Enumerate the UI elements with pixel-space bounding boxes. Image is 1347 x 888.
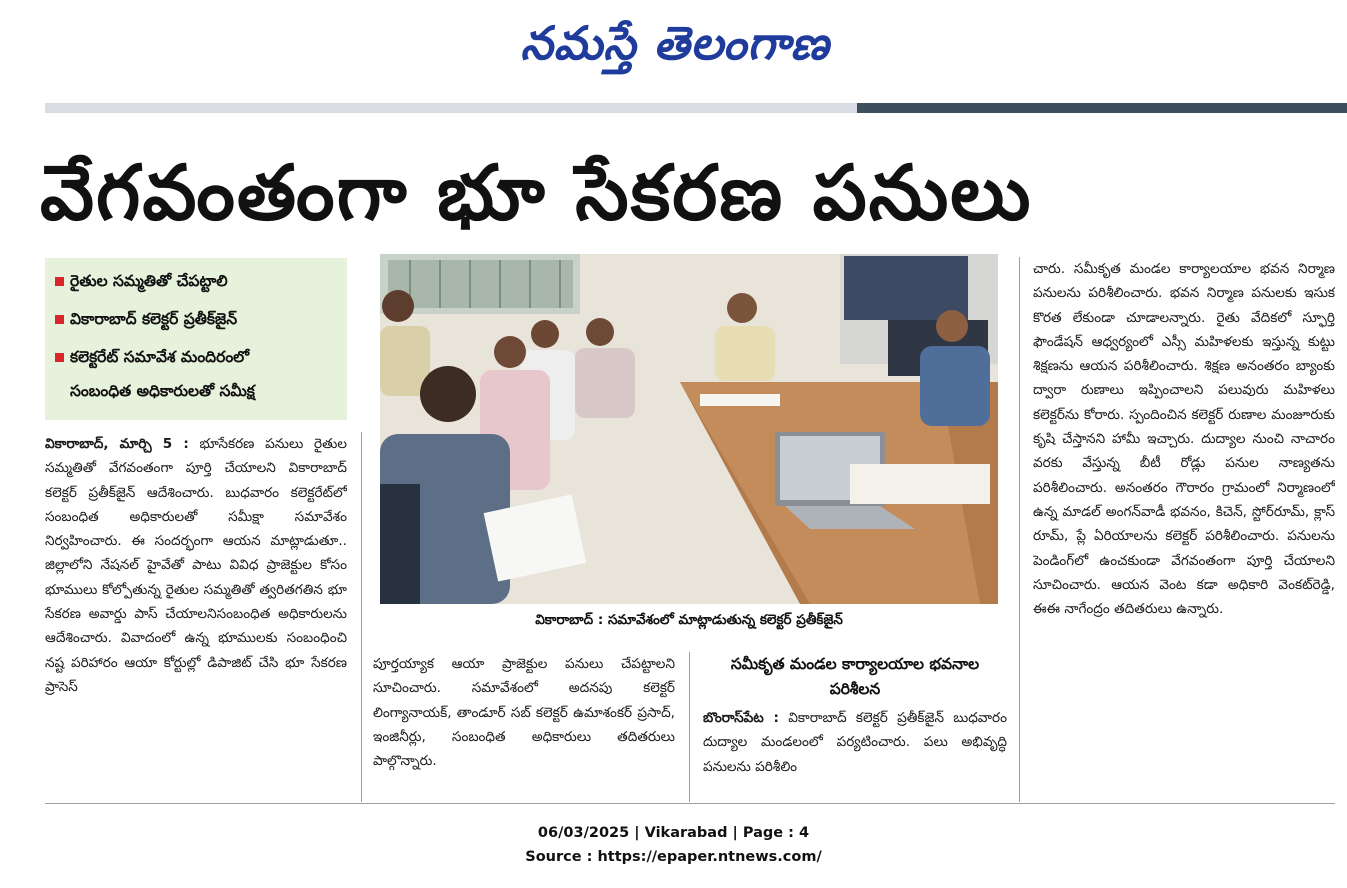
bullet-square-icon <box>55 315 64 324</box>
article-column-3 <box>703 706 1007 802</box>
meeting-photo-illustration <box>380 254 998 604</box>
headline: వేగవంతంగా భూ సేకరణ పనులు <box>40 148 1033 237</box>
masthead-logo: నమస్తే తెలంగాణ <box>520 16 830 70</box>
highlight-item: వికారాబాద్ కలెక్టర్ ప్రతీక్‌జైన్ <box>55 310 237 332</box>
column-divider <box>361 432 362 802</box>
article-column-1 <box>45 432 347 802</box>
masthead-rule-light <box>45 103 857 113</box>
highlight-item: రైతుల సమ్మతితో చేపట్టాలి <box>55 272 228 294</box>
article-column-2 <box>373 652 675 802</box>
bottom-rule <box>45 803 1335 804</box>
footer-source: Source : https://epaper.ntnews.com/ <box>525 849 822 865</box>
news-photo <box>380 254 998 604</box>
bullet-square-icon <box>55 353 64 362</box>
dateline: బొంరాస్‌పేట : <box>703 710 779 726</box>
footer-date-page: 06/03/2025 | Vikarabad | Page : 4 <box>537 825 810 841</box>
column-divider <box>1019 257 1020 802</box>
photo-caption: వికారాబాద్ : సమావేశంలో మాట్లాడుతున్న కలెక్టర్ ప్రతీక్‌జైన్ <box>535 612 843 628</box>
article-column-4 <box>1033 257 1335 802</box>
highlights-box <box>45 258 347 420</box>
article-text: వికారాబాద్ కలెక్టర్ ప్రతీక్‌జైన్ బుధవారం దుద్యాల మండలంలో పర్యటించారు. పలు అభివృద్ధి పనులను పరిశీలిం <box>703 710 1007 775</box>
bullet-square-icon <box>55 277 64 286</box>
highlight-item: కలెక్టరేట్ సమావేశ మందిరంలో <box>55 348 249 370</box>
article-text: చారు. సమీకృత మండల కార్యాలయాల భవన నిర్మాణ పనులను పరిశీలించారు. భవన నిర్మాణ పనులకు ఇసుక కొరత లేకుండా చూడాలన్నారు. రైతు వేదికలో స్ఫూర్తి ఫౌండేషన్ ఆధ్వర్యంలో ఎస్సీ మహిళలకు ఇస్తున్న కుట్టు శిక్షణను ఆయన పరిశీలించారు. శిక్షణ అనంతరం బ్యాంకు ద్వారా రుణాలు ఇప్పించాలని పలువురు మహిళలు కలెక్టర్‌ను కోరారు. స్పందించిన కలెక్టర్ రుణాల మంజూరుకు కృషి చేస్తానని హామీ ఇచ్చారు. దుద్యాల నుంచి నాచారం వరకు వేస్తున్న బీటీ రోడ్లు పనుల నాణ్యతను పరిశీలించారు. అనంతరం గౌరారం గ్రామంలో నిర్మాణంలో ఉన్న మాడల్ అంగన్‌వాడీ భవనం, కిచెన్, స్టోర్‌రూమ్, క్లాస్ రూమ్, ప్లే ఏరియాలను కలెక్టర్ పరిశీలించారు. పనులను పెండింగ్‌లో ఉంచకుండా వేగవంతంగా పూర్తి చేయాలని సూచించారు. ఆయన వెంట కడా అధికారి వెంకట్‌రెడ్డి, ఈఈ నాగేంద్రం తదితరులు ఉన్నారు. <box>1033 261 1335 618</box>
dateline: వికారాబాద్, మార్చి 5 : <box>45 436 189 452</box>
highlight-item-continued: సంబంధిత అధికారులతో సమీక్ష <box>70 382 255 400</box>
masthead-rule-dark <box>857 103 1347 113</box>
article-text: పూర్తయ్యాక ఆయా ప్రాజెక్టుల పనులు చేపట్టాలని సూచించారు. సమావేశంలో అదనపు కలెక్టర్ లింగ్యానాయక్, తాండూర్ సబ్ కలెక్టర్ ఉమాశంకర్ ప్రసాద్, ఇంజినీర్లు, సంబంధిత అధికారులు తదితరులు పాల్గొన్నారు. <box>373 656 675 770</box>
column-divider <box>689 652 690 802</box>
article-text: భూసేకరణ పనులు రైతుల సమ్మతితో వేగవంతంగా పూర్తి చేయాలని వికారాబాద్ కలెక్టర్ ప్రతీక్‌జైన్ ఆదేశించారు. బుధవారం కలెక్టరేట్‌లో సంబంధిత అధికారులతో సమీక్షా సమావేశం నిర్వహించారు. ఈ సందర్భంగా ఆయన మాట్లాడుతూ.. జిల్లాలోని నేషనల్ హైవేతో పాటు వివిధ ప్రాజెక్టుల కోసం భూములు కోల్పోతున్న రైతుల సమ్మతితో త్వరితగతిన భూ సేకరణ అవార్డు పాస్ చేయాలనిసంబంధిత అధికారులను ఆదేశించారు. వివాదంలో ఉన్న భూములకు సంబంధించి నష్ట పరిహారం ఆయా కోర్టుల్లో డిపాజిట్ చేసి భూ సేకరణ ప్రాసెస్ <box>45 436 347 695</box>
sub-headline: సమీకృత మండల కార్యాలయాల భవనాల పరిశీలన <box>730 655 980 698</box>
